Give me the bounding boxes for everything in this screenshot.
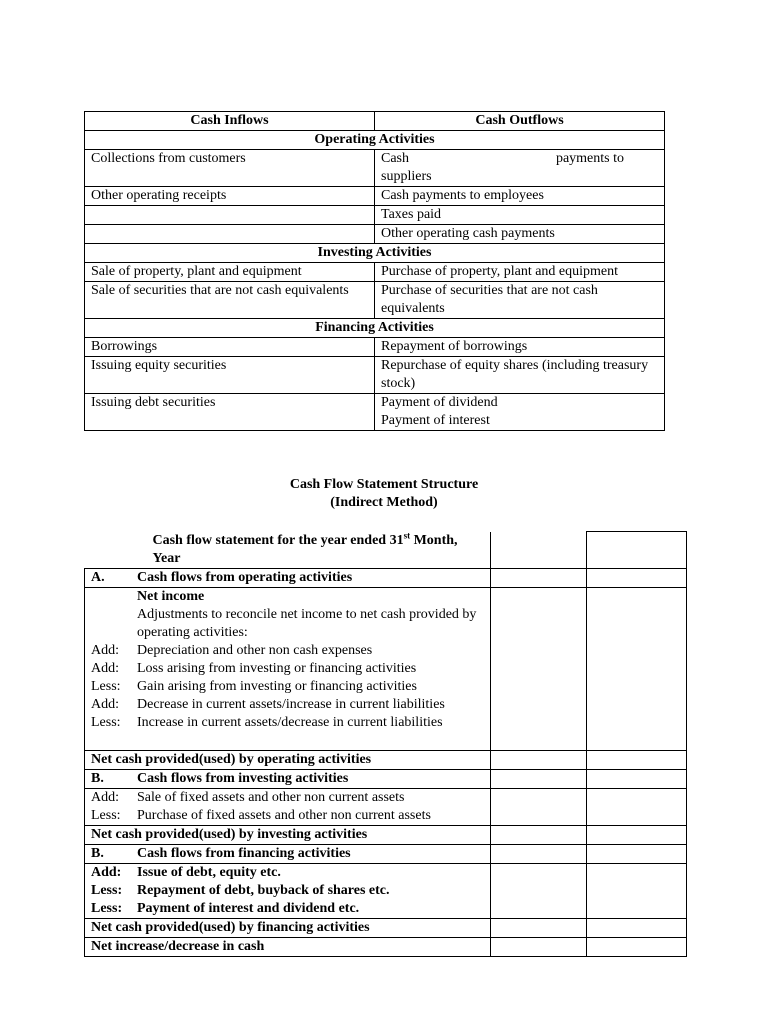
operating-label: A. — [91, 569, 105, 585]
financing-label: B. — [91, 845, 104, 861]
item-text: Payment of interest and dividend etc. — [137, 900, 360, 916]
net-change-row: Net increase/decrease in cash — [85, 937, 491, 956]
financing-title: Cash flows from financing activities — [137, 845, 351, 861]
list-item — [91, 900, 484, 918]
amount-cell — [587, 937, 687, 956]
table-row — [85, 187, 665, 206]
table-row — [85, 282, 665, 319]
item-prefix: Less: — [91, 678, 121, 694]
item-prefix: Less: — [91, 807, 121, 823]
outflow-text: payments to — [555, 151, 624, 166]
outflow-cell: Repayment of borrowings — [375, 338, 665, 357]
inflow-cell: Sale of securities that are not cash equivalents — [85, 282, 375, 319]
item-prefix: Add: — [91, 642, 119, 658]
outflow-cell: Other operating cash payments — [375, 225, 665, 244]
amount-cell — [491, 825, 587, 844]
outflow-cell — [375, 150, 665, 187]
amount-cell — [587, 532, 687, 569]
table-row — [85, 263, 665, 282]
cash-flow-statement-table — [84, 531, 687, 957]
amount-cell — [587, 750, 687, 769]
item-text: Repayment of debt, buyback of shares etc. — [137, 882, 390, 898]
header-cash-outflows: Cash Outflows — [375, 112, 665, 131]
amount-cell — [491, 788, 587, 825]
list-item — [91, 678, 484, 696]
amount-cell — [491, 769, 587, 788]
item-prefix: Less: — [91, 900, 123, 916]
list-item — [91, 807, 484, 825]
table-row — [85, 150, 665, 187]
amount-cell — [491, 750, 587, 769]
section-investing-activities: Investing Activities — [85, 244, 665, 263]
item-text: Gain arising from investing or financing activities — [137, 678, 417, 694]
inflow-cell: Sale of property, plant and equipment — [85, 263, 375, 282]
list-item — [91, 696, 484, 714]
outflow-cell: Taxes paid — [375, 206, 665, 225]
inflow-cell — [85, 206, 375, 225]
amount-cell — [587, 863, 687, 918]
financing-details — [85, 863, 491, 918]
structure-title: Cash Flow Statement Structure — [289, 477, 479, 492]
statement-header-sup: st — [403, 529, 411, 540]
net-financing-row: Net cash provided(used) by financing activities — [85, 918, 491, 937]
statement-header-text: Cash flow statement for the year ended 31 — [152, 532, 404, 548]
outflow-text: Payment of interest — [381, 413, 490, 428]
item-prefix: Add: — [91, 696, 119, 712]
amount-cell — [587, 568, 687, 587]
amount-cell — [491, 844, 587, 863]
table-row — [85, 394, 665, 431]
list-item — [91, 882, 484, 900]
item-text: Purchase of fixed assets and other non current assets — [137, 807, 431, 823]
operating-title: Cash flows from operating activities — [137, 569, 353, 585]
item-text: Increase in current assets/decrease in current liabilities — [137, 714, 443, 730]
statement-header-text-end: Month, Year — [152, 532, 458, 566]
investing-label: B. — [91, 770, 104, 786]
amount-cell — [491, 918, 587, 937]
outflow-cell: Purchase of securities that are not cash equivalents — [375, 282, 665, 319]
table-row — [85, 338, 665, 357]
item-text: Issue of debt, equity etc. — [137, 864, 281, 880]
amount-cell — [491, 587, 587, 750]
financing-heading — [85, 844, 491, 863]
item-text: Sale of fixed assets and other non current assets — [137, 789, 405, 805]
inflow-cell: Collections from customers — [85, 150, 375, 187]
item-text: Loss arising from investing or financing activities — [137, 660, 417, 676]
outflow-text: Cash — [381, 151, 409, 166]
list-item — [91, 642, 484, 660]
item-prefix: Less: — [91, 882, 123, 898]
outflow-cell: Repurchase of equity shares (including treasury stock) — [375, 357, 665, 394]
table-row — [85, 206, 665, 225]
inflow-cell: Issuing debt securities — [85, 394, 375, 431]
amount-cell — [491, 532, 587, 569]
list-item — [91, 864, 484, 882]
amount-cell — [587, 825, 687, 844]
outflow-text: suppliers — [381, 169, 432, 184]
item-text: Depreciation and other non cash expenses — [137, 642, 373, 658]
amount-cell — [587, 844, 687, 863]
statement-header — [85, 529, 491, 569]
inflow-cell: Borrowings — [85, 338, 375, 357]
item-prefix: Add: — [91, 660, 119, 676]
amount-cell — [587, 769, 687, 788]
list-item — [91, 789, 484, 807]
list-item — [91, 660, 484, 678]
inflow-cell: Issuing equity securities — [85, 357, 375, 394]
amount-cell — [491, 568, 587, 587]
net-investing-row: Net cash provided(used) by investing activities — [85, 825, 491, 844]
operating-details — [85, 587, 491, 750]
inflow-cell — [85, 225, 375, 244]
header-cash-inflows: Cash Inflows — [85, 112, 375, 131]
amount-cell — [587, 918, 687, 937]
item-prefix: Less: — [91, 714, 121, 730]
amount-cell — [491, 863, 587, 918]
adjustments-text: Adjustments to reconcile net income to net cash provided by operating activities: — [137, 606, 477, 640]
outflow-cell — [375, 394, 665, 431]
table-row — [85, 225, 665, 244]
net-operating-row: Net cash provided(used) by operating activities — [85, 750, 491, 769]
outflow-text: Payment of dividend — [381, 395, 498, 410]
outflow-cell: Purchase of property, plant and equipment — [375, 263, 665, 282]
item-prefix: Add: — [91, 864, 122, 880]
structure-subtitle: (Indirect Method) — [330, 495, 438, 510]
section-operating-activities: Operating Activities — [85, 131, 665, 150]
operating-heading — [85, 568, 491, 587]
item-text: Decrease in current assets/increase in current liabilities — [137, 696, 445, 712]
amount-cell — [587, 587, 687, 750]
investing-details — [85, 788, 491, 825]
amount-cell — [491, 937, 587, 956]
investing-title: Cash flows from investing activities — [137, 770, 349, 786]
net-income: Net income — [137, 588, 205, 604]
investing-heading — [85, 769, 491, 788]
outflow-cell: Cash payments to employees — [375, 187, 665, 206]
amount-cell — [587, 788, 687, 825]
item-prefix: Add: — [91, 789, 119, 805]
table-row — [85, 357, 665, 394]
list-item — [91, 714, 484, 732]
section-financing-activities: Financing Activities — [85, 319, 665, 338]
cash-flows-table — [84, 111, 665, 431]
inflow-cell: Other operating receipts — [85, 187, 375, 206]
